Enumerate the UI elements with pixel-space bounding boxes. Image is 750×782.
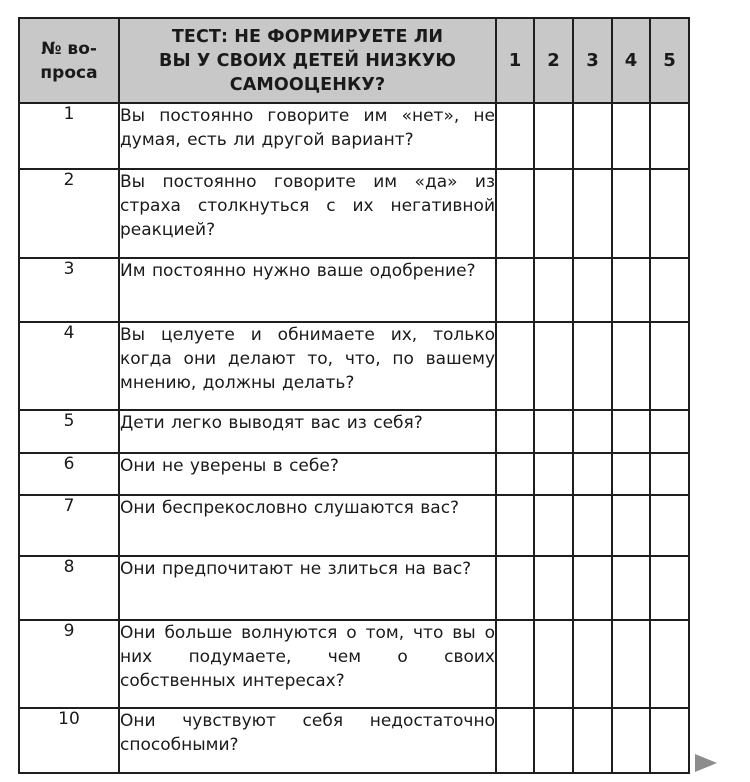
- question-number: 1: [19, 103, 119, 169]
- question-row: [19, 322, 689, 410]
- score-cell-1[interactable]: [496, 410, 534, 453]
- question-text: Вы постоянно говорите им «да» из страха столкнуться с их негативной реакцией?: [119, 169, 496, 258]
- score-cell-5[interactable]: [650, 556, 689, 620]
- question-text: Им постоянно нужно ваше одобрение?: [119, 258, 496, 322]
- score-cell-4[interactable]: [612, 453, 650, 495]
- score-cell-2[interactable]: [534, 169, 573, 258]
- question-row: [19, 556, 689, 620]
- score-cell-5[interactable]: [650, 322, 689, 410]
- score-cell-4[interactable]: [612, 495, 650, 556]
- score-cell-1[interactable]: [496, 169, 534, 258]
- question-number: 8: [19, 556, 119, 620]
- score-cell-4[interactable]: [612, 322, 650, 410]
- score-cell-2[interactable]: [534, 620, 573, 708]
- question-number: 6: [19, 453, 119, 495]
- question-number: 5: [19, 410, 119, 453]
- self-esteem-test-table: [18, 17, 690, 774]
- question-row: [19, 620, 689, 708]
- score-cell-5[interactable]: [650, 453, 689, 495]
- question-number: 4: [19, 322, 119, 410]
- score-cell-2[interactable]: [534, 103, 573, 169]
- score-cell-5[interactable]: [650, 495, 689, 556]
- score-cell-5[interactable]: [650, 103, 689, 169]
- score-cell-4[interactable]: [612, 103, 650, 169]
- score-cell-3[interactable]: [573, 410, 612, 453]
- score-cell-1[interactable]: [496, 103, 534, 169]
- question-row: [19, 169, 689, 258]
- score-cell-5[interactable]: [650, 258, 689, 322]
- score-header-3: 3: [573, 18, 612, 103]
- score-cell-1[interactable]: [496, 258, 534, 322]
- score-cell-3[interactable]: [573, 169, 612, 258]
- score-cell-3[interactable]: [573, 453, 612, 495]
- score-cell-1[interactable]: [496, 556, 534, 620]
- score-cell-3[interactable]: [573, 258, 612, 322]
- score-cell-2[interactable]: [534, 708, 573, 773]
- score-cell-1[interactable]: [496, 495, 534, 556]
- score-header-4: 4: [612, 18, 650, 103]
- question-text: Вы целуете и обнимаете их, только когда они делают то, что, по вашему мнению, должны делать?: [119, 322, 496, 410]
- score-cell-4[interactable]: [612, 708, 650, 773]
- question-row: [19, 453, 689, 495]
- question-row: [19, 410, 689, 453]
- question-number-header-label: № во-проса: [40, 38, 98, 83]
- question-row: [19, 103, 689, 169]
- score-cell-2[interactable]: [534, 453, 573, 495]
- question-text: Вы постоянно говорите им «нет», не думая, есть ли другой вариант?: [119, 103, 496, 169]
- score-cell-2[interactable]: [534, 322, 573, 410]
- score-cell-3[interactable]: [573, 495, 612, 556]
- score-cell-4[interactable]: [612, 620, 650, 708]
- continue-arrow-icon: [695, 754, 717, 772]
- score-cell-5[interactable]: [650, 708, 689, 773]
- question-text: Они больше волнуются о том, что вы о них подумаете, чем о своих собственных интересах?: [119, 620, 496, 708]
- score-cell-3[interactable]: [573, 556, 612, 620]
- question-row: [19, 708, 689, 773]
- question-text: Они беспрекословно слушаются вас?: [119, 495, 496, 556]
- score-cell-1[interactable]: [496, 620, 534, 708]
- question-number: 3: [19, 258, 119, 322]
- score-cell-3[interactable]: [573, 620, 612, 708]
- score-cell-5[interactable]: [650, 169, 689, 258]
- score-header-1: 1: [496, 18, 534, 103]
- question-number: 10: [19, 708, 119, 773]
- test-title-header: [119, 18, 496, 103]
- question-number: 2: [19, 169, 119, 258]
- question-row: [19, 258, 689, 322]
- title-line: ВЫ У СВОИХ ДЕТЕЙ НИЗКУЮ: [159, 50, 456, 71]
- question-number: 7: [19, 495, 119, 556]
- question-text: Они не уверены в себе?: [119, 453, 496, 495]
- question-text: Дети легко выводят вас из себя?: [119, 410, 496, 453]
- question-number-header: [19, 18, 119, 103]
- score-cell-3[interactable]: [573, 103, 612, 169]
- score-cell-4[interactable]: [612, 169, 650, 258]
- score-cell-2[interactable]: [534, 556, 573, 620]
- question-number: 9: [19, 620, 119, 708]
- score-header-5: 5: [650, 18, 689, 103]
- score-cell-2[interactable]: [534, 410, 573, 453]
- score-cell-3[interactable]: [573, 322, 612, 410]
- score-cell-1[interactable]: [496, 708, 534, 773]
- title-line: ТЕСТ: НЕ ФОРМИРУЕТЕ ЛИ: [171, 26, 444, 47]
- score-cell-3[interactable]: [573, 708, 612, 773]
- header-row: [19, 18, 689, 103]
- score-cell-5[interactable]: [650, 620, 689, 708]
- question-row: [19, 495, 689, 556]
- question-text: Они чувствуют себя недостаточно способными?: [119, 708, 496, 773]
- score-cell-1[interactable]: [496, 322, 534, 410]
- score-cell-4[interactable]: [612, 258, 650, 322]
- score-header-2: 2: [534, 18, 573, 103]
- score-cell-2[interactable]: [534, 495, 573, 556]
- title-line: САМООЦЕНКУ?: [229, 74, 386, 95]
- score-cell-4[interactable]: [612, 556, 650, 620]
- score-cell-2[interactable]: [534, 258, 573, 322]
- score-cell-1[interactable]: [496, 453, 534, 495]
- score-cell-5[interactable]: [650, 410, 689, 453]
- score-cell-4[interactable]: [612, 410, 650, 453]
- question-text: Они предпочитают не злиться на вас?: [119, 556, 496, 620]
